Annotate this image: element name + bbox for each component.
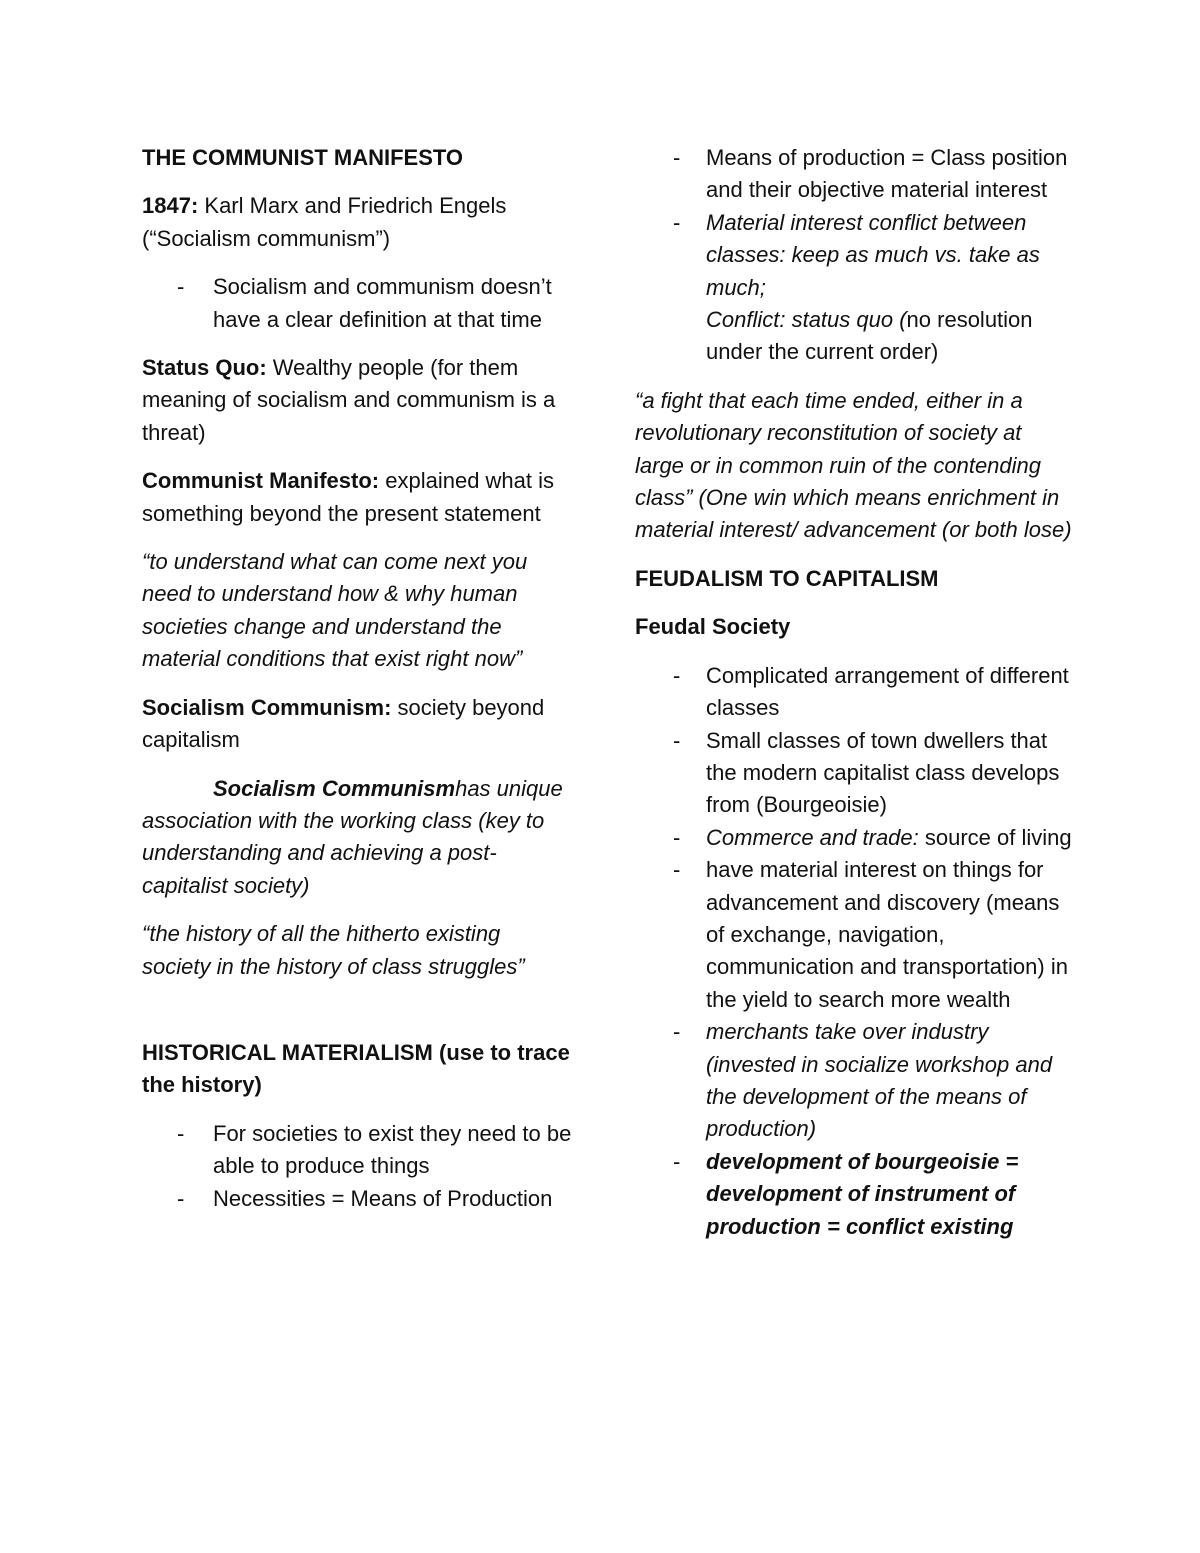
quote-understand: “to understand what can come next you need to understand how & why human societies change and understand the material conditions that exist right now” (142, 549, 528, 672)
heading-feudalism-to-capitalism: FEUDALISM TO CAPITALISM (635, 565, 939, 591)
list-item: - merchants take over industry (invested in socialize workshop and the development of the means of production) (635, 1016, 1075, 1146)
list-item: - For societies to exist they need to be able to produce things (142, 1118, 572, 1183)
dash-marker: - (673, 209, 681, 235)
list-item: - Material interest conflict between classes: keep as much vs. take as much; Conflict: status quo (no resolution under the current order) (635, 207, 1075, 369)
commerce-label: Commerce and trade: (706, 824, 919, 850)
date-label: 1847: (142, 193, 199, 219)
manifesto-paragraph (142, 465, 572, 530)
feudal-society-list (635, 660, 1075, 1243)
definition-list (142, 271, 572, 336)
list-item: - Socialism and communism doesn’t have a clear definition at that time (142, 271, 572, 336)
list-item (635, 822, 1075, 854)
dash-marker: - (673, 145, 681, 170)
list-item: - development of bourgeoisie = development of instrument of production = conflict existing (635, 1146, 1075, 1243)
manifesto-label: Communist Manifesto: (142, 468, 380, 494)
conflict-normal: no resolution under the current order) (706, 307, 1033, 365)
dash-marker: - (673, 727, 681, 753)
right-column (635, 142, 1075, 1259)
date-text: Karl Marx and Friedrich Engels (“Socialism communism”) (142, 193, 507, 251)
commerce-text: source of living (918, 824, 1072, 850)
manifesto-text: explained what is something beyond the present statement (142, 468, 555, 526)
quote-fight: “a fight that each time ended, either in a revolutionary reconstitution of society at large or in common ruin of the contending class” (One win which means enrichment in material interest/ advancement (or both lose) (635, 387, 1072, 543)
heading-communist-manifesto: THE COMMUNIST MANIFESTO (142, 145, 464, 170)
means-of-production-list (635, 142, 1075, 369)
status-quo-paragraph (142, 352, 572, 449)
subheading-feudal-society: Feudal Society (635, 614, 791, 640)
working-class-label: Socialism Communism (213, 775, 456, 801)
heading-historical-materialism: HISTORICAL MATERIALISM (use to trace the history) (142, 1039, 570, 1098)
list-item: - Means of production = Class position and their objective material interest (635, 142, 1075, 207)
dash-marker: - (177, 274, 185, 300)
working-class-text: has unique association with the working class (key to understanding and achieving a post-capitalist society) (142, 775, 563, 898)
list-item: - Complicated arrangement of different classes (635, 660, 1075, 725)
socialism-communism-paragraph (142, 692, 572, 757)
working-class-paragraph (142, 773, 572, 903)
historical-materialism-list (142, 1118, 572, 1215)
socialism-communism-label: Socialism Communism: (142, 694, 392, 720)
dash-marker: - (673, 824, 681, 850)
list-item: - Small classes of town dwellers that the modern capitalist class develops from (Bourgeoisie) (635, 725, 1075, 822)
dash-marker: - (673, 662, 681, 688)
left-column (142, 142, 572, 1231)
list-item: - Necessities = Means of Production (142, 1183, 572, 1215)
dash-marker: - (673, 1019, 681, 1045)
conflict-italic: Conflict: status quo ( (706, 307, 907, 333)
quote-class-struggles: “the history of all the hitherto existing society in the history of class struggles” (142, 921, 525, 979)
status-quo-label: Status Quo: (142, 355, 267, 381)
dash-marker: - (177, 1120, 185, 1146)
dash-marker: - (673, 1148, 681, 1174)
list-item: - have material interest on things for advancement and discovery (means of exchange, navigation, communication and transportation) in the yield to search more wealth (635, 854, 1075, 1016)
dash-marker: - (673, 857, 681, 883)
status-quo-text: Wealthy people (for them meaning of socialism and communism is a threat) (142, 355, 556, 445)
dash-marker: - (177, 1185, 185, 1211)
socialism-communism-text: society beyond capitalism (142, 694, 545, 753)
date-paragraph (142, 190, 572, 255)
